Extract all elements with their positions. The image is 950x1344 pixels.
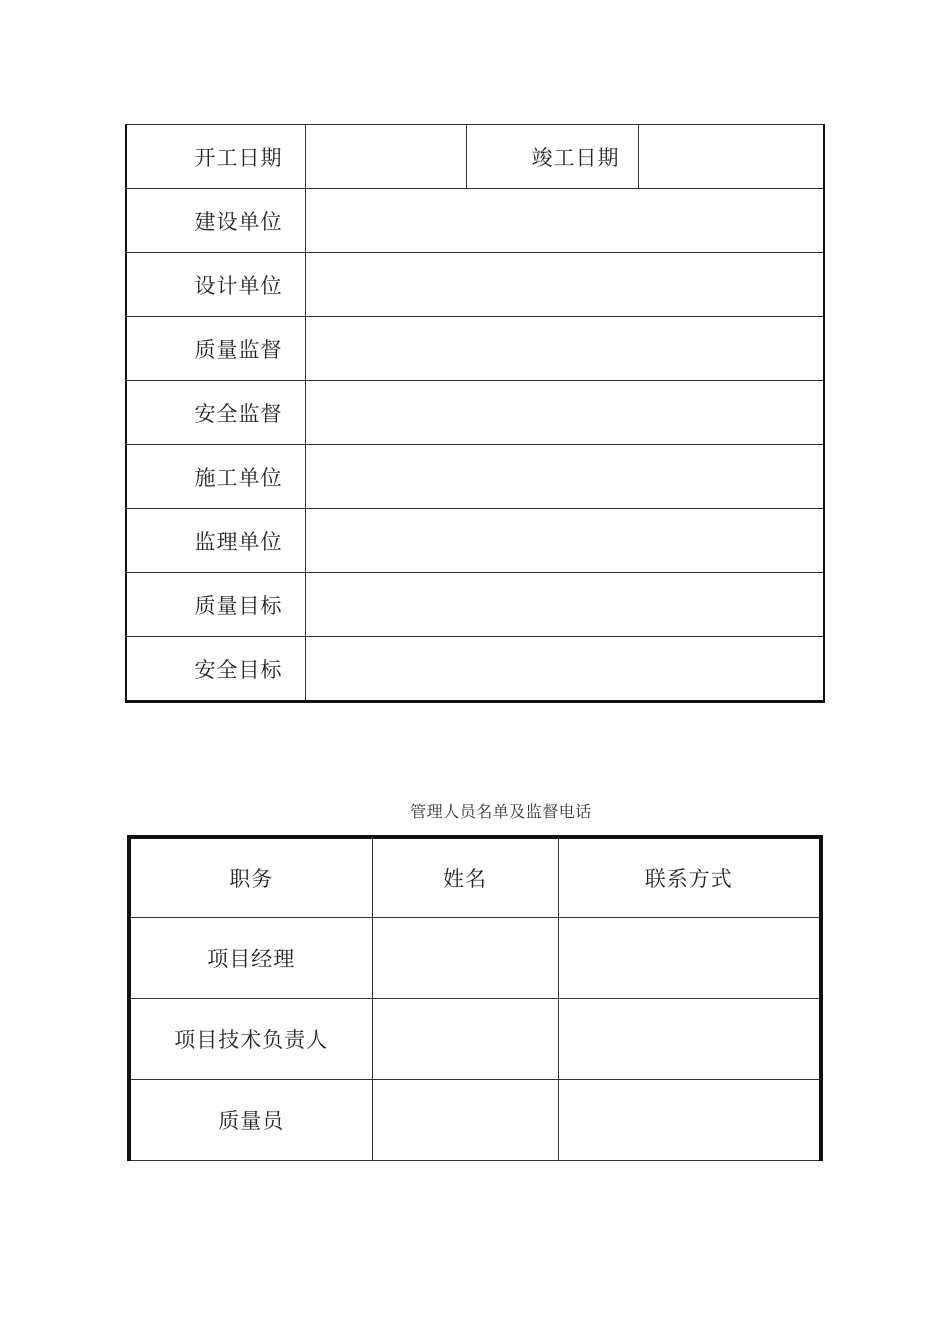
supervision-unit-field[interactable] bbox=[305, 509, 824, 573]
label-construction-unit: 建设单位 bbox=[126, 189, 305, 253]
table-row bbox=[126, 253, 824, 317]
header-role: 职务 bbox=[229, 867, 274, 891]
quality-supervision-field[interactable] bbox=[305, 317, 824, 381]
name-field[interactable] bbox=[372, 918, 558, 999]
label-start-date: 开工日期 bbox=[126, 125, 305, 189]
roster-caption: 管理人员名单及监督电话 bbox=[410, 802, 592, 821]
quality-target-field[interactable] bbox=[305, 573, 824, 637]
contact-field[interactable] bbox=[558, 1080, 821, 1161]
label-safety-supervision: 安全监督 bbox=[126, 381, 305, 445]
table-row bbox=[126, 445, 824, 509]
table-row bbox=[129, 999, 821, 1080]
table-row bbox=[126, 509, 824, 573]
table-row bbox=[126, 573, 824, 637]
safety-supervision-field[interactable] bbox=[305, 381, 824, 445]
label-supervision-unit: 监理单位 bbox=[126, 509, 305, 573]
completion-date-field[interactable] bbox=[638, 125, 824, 189]
contact-field[interactable] bbox=[558, 918, 821, 999]
contractor-unit-field[interactable] bbox=[305, 445, 824, 509]
label-contractor-unit: 施工单位 bbox=[126, 445, 305, 509]
header-contact: 联系方式 bbox=[558, 837, 821, 918]
table-row bbox=[126, 317, 824, 381]
table-row bbox=[129, 918, 821, 999]
header-name: 姓名 bbox=[372, 837, 558, 918]
label-quality-supervision: 质量监督 bbox=[126, 317, 305, 381]
table-header-row bbox=[129, 837, 821, 918]
contact-field[interactable] bbox=[558, 999, 821, 1080]
staff-roster-table bbox=[127, 835, 823, 1161]
label-design-unit: 设计单位 bbox=[126, 253, 305, 317]
table-row bbox=[126, 125, 824, 189]
project-info-table bbox=[125, 124, 825, 703]
label-safety-target: 安全目标 bbox=[126, 637, 305, 702]
role-project-manager: 项目经理 bbox=[129, 918, 372, 999]
design-unit-field[interactable] bbox=[305, 253, 824, 317]
safety-target-field[interactable] bbox=[305, 637, 824, 702]
role-quality-officer: 质量员 bbox=[129, 1080, 372, 1161]
name-field[interactable] bbox=[372, 1080, 558, 1161]
role-technical-lead: 项目技术负责人 bbox=[129, 999, 372, 1080]
label-completion-date: 竣工日期 bbox=[466, 125, 638, 189]
table-row bbox=[126, 637, 824, 702]
table-row bbox=[126, 189, 824, 253]
start-date-field[interactable] bbox=[305, 125, 466, 189]
construction-unit-field[interactable] bbox=[305, 189, 824, 253]
name-field[interactable] bbox=[372, 999, 558, 1080]
table-row bbox=[129, 1080, 821, 1161]
table-row bbox=[126, 381, 824, 445]
label-quality-target: 质量目标 bbox=[126, 573, 305, 637]
